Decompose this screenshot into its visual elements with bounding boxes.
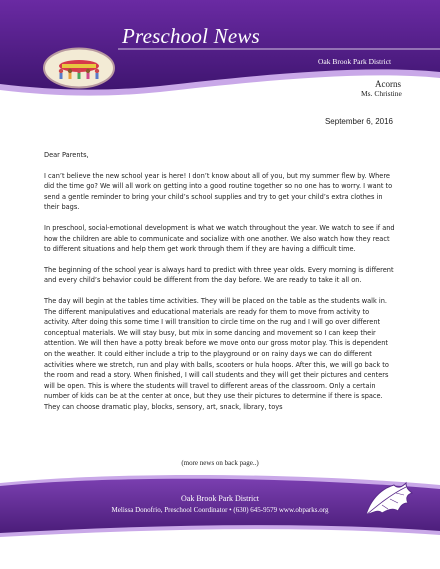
letter-body <box>44 150 396 422</box>
more-news-note: (more news on back page..) <box>181 459 259 467</box>
district-name: Oak Brook Park District <box>318 57 392 66</box>
letter-paragraph: The day will begin at the tables time activities. They will be placed on the table as the students walk in. The different manipulatives and educational materials are ready for them to move from activity to activity. After doing this some time I will transition to circle time on the rug and I will go over different conceptual materials. We will stay busy, but mix in some dancing and movement so I can keep their attention. We will then have a potty break before we move onto our gross motor play. This is dependent on the weather. It could either include a trip to the playground or on rainy days we can do different activities where we stretch, run and play with balls, scooters or hula hoops. After this, we will go back to the room and read a story. When finished, I will call students and they will get their pictures and centers will be open. This is where the students will travel to different areas of the classroom. Only a certain number of kids can be at the center at once, but they use their pictures to determine if there is space. They can choose dramatic play, blocks, sensory, art, snack, library, toys <box>44 296 389 411</box>
newsletter-title: Preschool News <box>122 24 260 48</box>
preschool-logo <box>42 47 116 89</box>
letter-paragraph: The beginning of the school year is always hard to predict with three year olds. Every morning is different and every child’s behavior could be different from the day before. We are ready to take it all on. <box>44 265 394 285</box>
letter-greeting: Dear Parents, <box>44 151 89 159</box>
letter-paragraph: I can’t believe the new school year is here! I don’t know about all of you, but my summer flew by. Where did the time go? We will all work on getting into a good routine together so no one has to worry. I want to send a gentle reminder to bring your child’s school supplies and try to get your child’s extra clothes in their bags. <box>44 171 393 212</box>
letter-date: September 6, 2016 <box>324 117 393 126</box>
newsletter-header <box>0 0 440 100</box>
class-name: Acorns <box>375 79 401 89</box>
footer-org-name: Oak Brook Park District <box>181 494 259 503</box>
teacher-name: Ms. Christine <box>361 89 402 98</box>
letter-paragraph: In preschool, social-emotional development is what we watch throughout the year. We watch to see if and how the children are able to communicate and socialize with one another. We also watch how they react to different situations and help them get work through them if they are having a difficult time. <box>44 223 395 254</box>
footer-contact: Melissa Donofrio, Preschool Coordinator • (630) 645-9579 www.obparks.org <box>111 506 329 514</box>
